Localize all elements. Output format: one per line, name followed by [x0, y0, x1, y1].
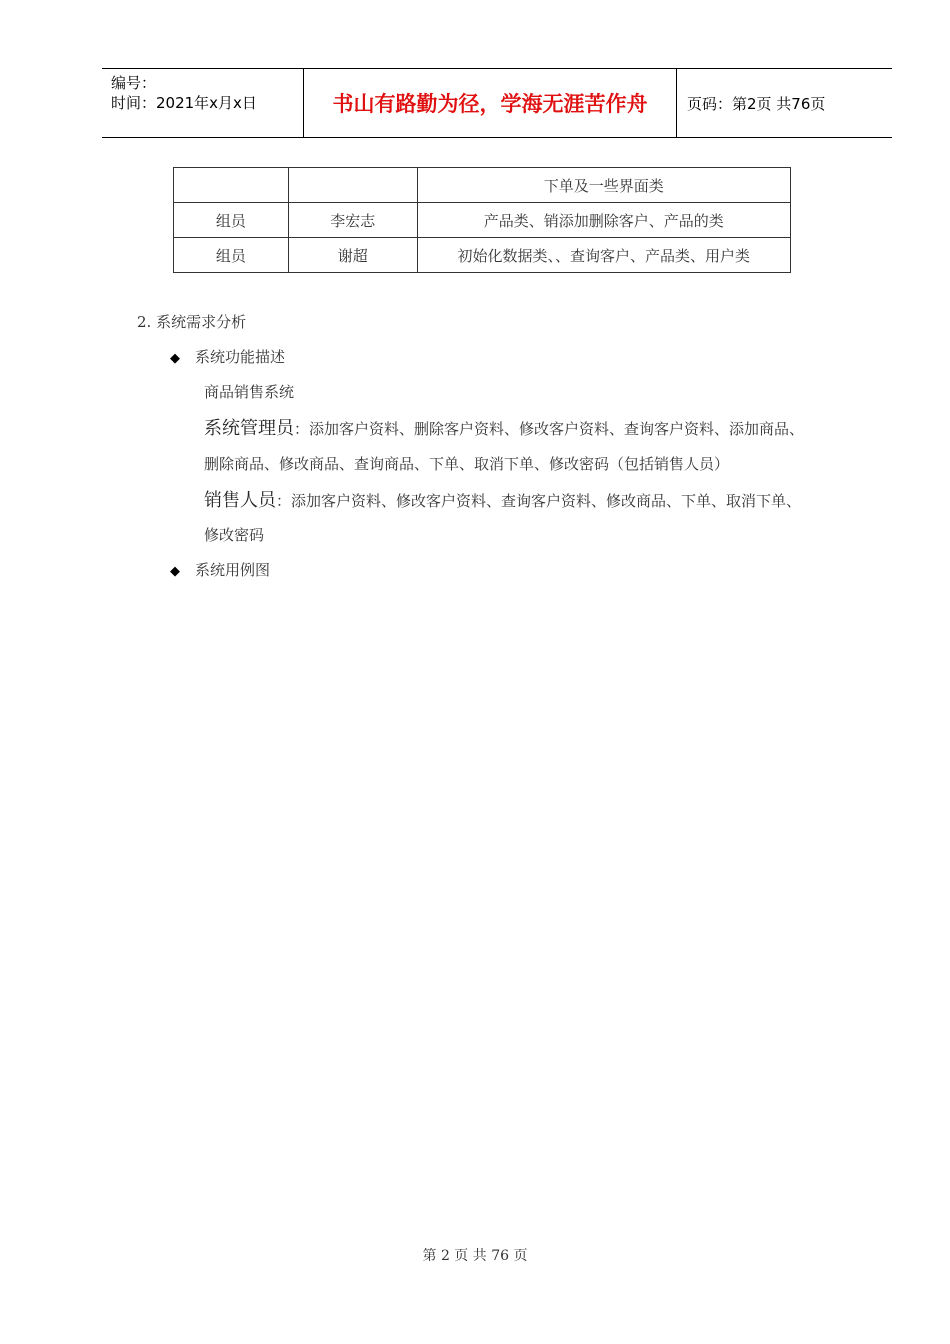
admin-text: ：添加客户资料、删除客户资料、修改客户资料、查询客户资料、添加商品、: [294, 420, 805, 438]
admin-paragraph-line: [204, 414, 804, 440]
admin-lead: 系统管理员: [204, 418, 294, 439]
header-meta: [102, 69, 304, 137]
table-row: [174, 203, 791, 238]
diamond-bullet-icon: ◆: [170, 351, 180, 366]
table-cell: 产品类、销添加删除客户、产品的类: [417, 203, 790, 238]
bullet-item: [170, 559, 270, 580]
system-name: 商品销售系统: [204, 383, 295, 401]
table-cell: 初始化数据类、、查询客户、产品类、用户类: [417, 238, 790, 273]
admin-paragraph-line: 删除商品、修改商品、查询商品、下单、取消下单、修改密码（包括销售人员）: [204, 455, 730, 473]
bullet-text: 系统功能描述: [195, 348, 286, 366]
table-cell: 谢超: [288, 238, 417, 273]
sales-text: ：添加客户资料、修改客户资料、查询客户资料、修改商品、下单、取消下单、: [276, 492, 802, 510]
table-cell: 下单及一些界面类: [417, 168, 790, 203]
page-header: [102, 68, 892, 138]
header-motto: 书山有路勤为径，学海无涯苦作舟: [304, 69, 677, 137]
section-title: 2. 系统需求分析: [137, 313, 247, 331]
table-cell: 李宏志: [288, 203, 417, 238]
diamond-bullet-icon: ◆: [170, 564, 180, 579]
table-cell: [174, 168, 289, 203]
sales-paragraph-line: [204, 486, 801, 512]
table-cell: 组员: [174, 203, 289, 238]
members-table: [173, 167, 791, 273]
table-cell: [288, 168, 417, 203]
page-footer: 第 2 页 共 76 页: [422, 1248, 528, 1264]
sales-paragraph-line: 修改密码: [204, 526, 265, 544]
bullet-item: [170, 346, 285, 367]
table-cell: 组员: [174, 238, 289, 273]
number-label: 编号：: [111, 74, 157, 92]
table-row: [174, 168, 791, 203]
table-row: [174, 238, 791, 273]
time-label: 时间：2021年x月x日: [111, 94, 257, 112]
bullet-text: 系统用例图: [195, 561, 271, 579]
header-page-info: 页码：第2页 共76页: [687, 94, 826, 113]
sales-lead: 销售人员: [204, 490, 276, 511]
